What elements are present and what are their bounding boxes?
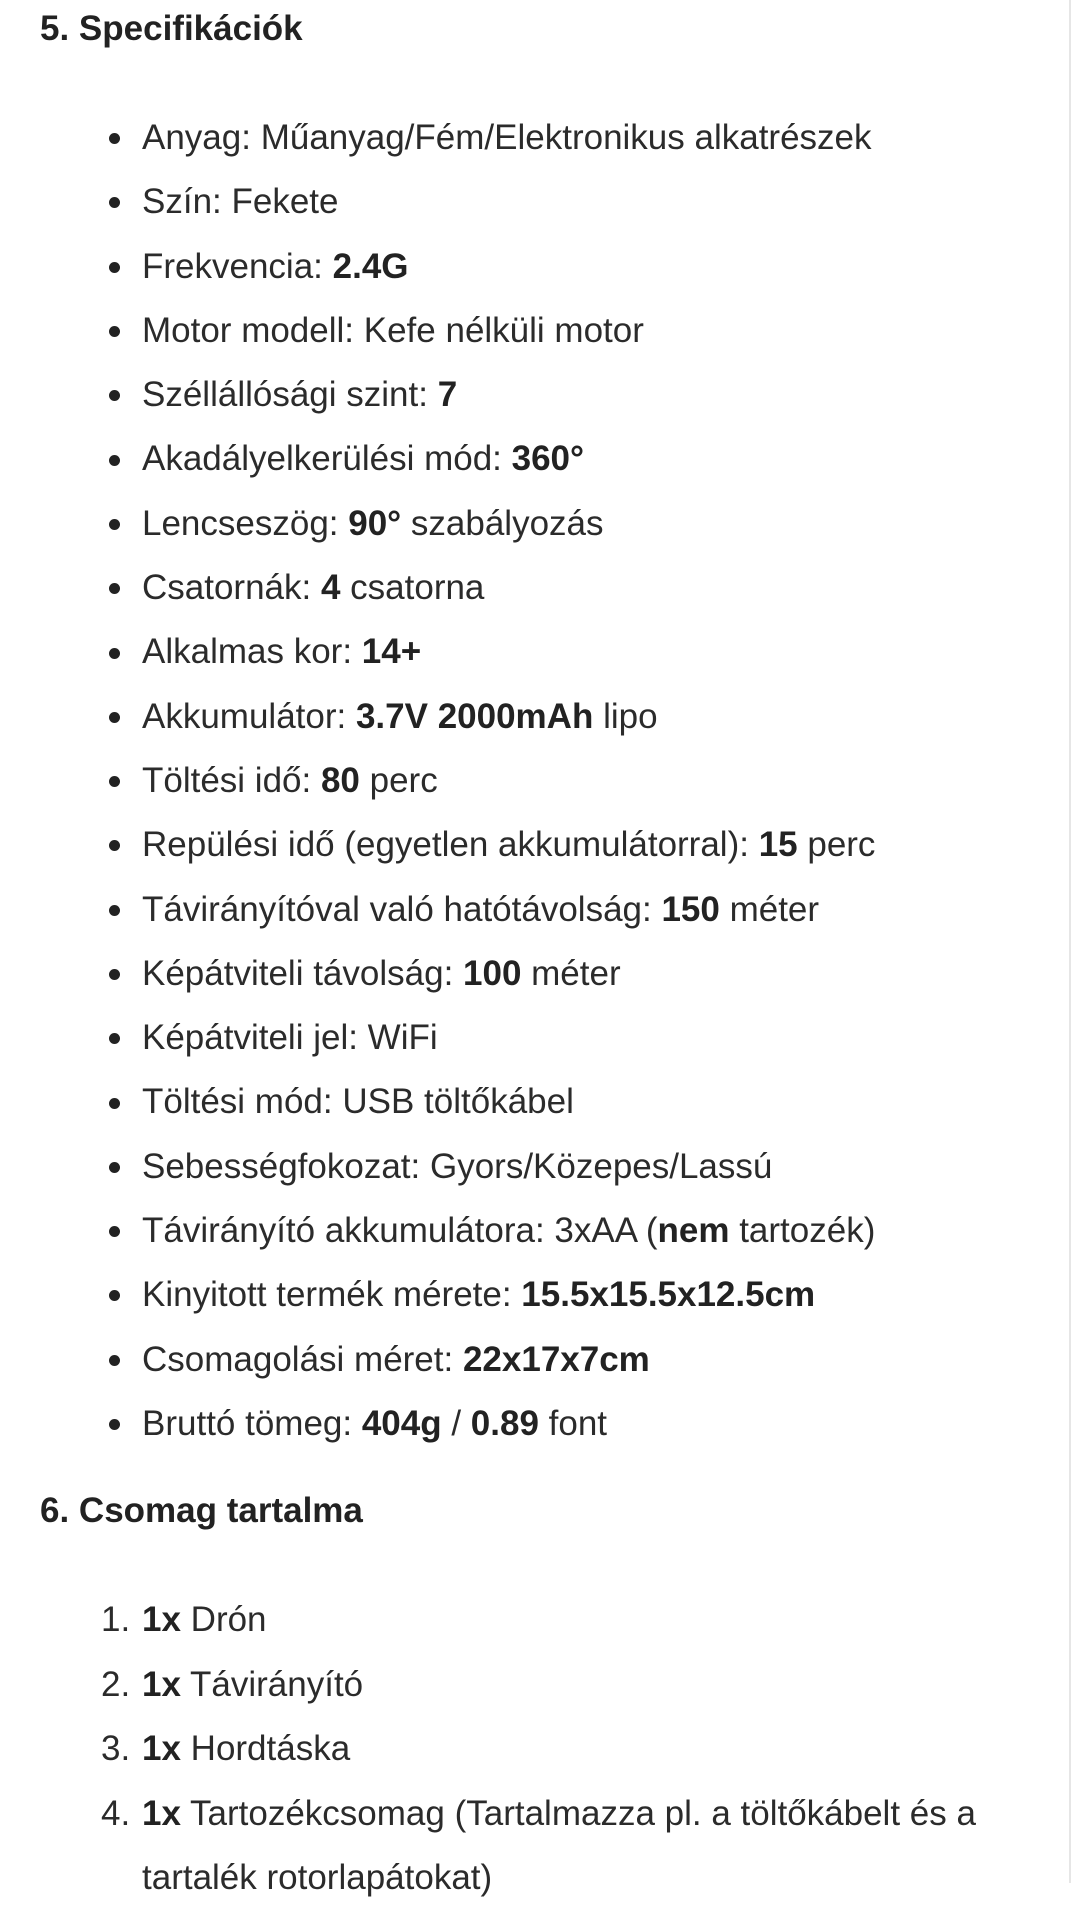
package-item (0, 1782, 1042, 1911)
spec-label: Bruttó tömeg: (142, 1403, 362, 1443)
package-contents-heading: 6. Csomag tartalma (40, 1491, 363, 1530)
spec-value: 4 (320, 568, 341, 608)
spec-value: 15 (758, 825, 798, 865)
spec-label: Kinyitott termék mérete: (142, 1275, 522, 1315)
specifications-heading: 5. Specifikációk (40, 9, 303, 48)
spec-item (0, 1199, 1060, 1263)
spec-label: Távirányító akkumulátora: 3xAA ( (142, 1211, 658, 1251)
spec-label: Képátviteli távolság: (142, 953, 464, 993)
spec-label: Motor modell: (142, 310, 364, 350)
spec-label: Lencseszög: (142, 503, 349, 543)
spec-value-plain: Fekete (231, 182, 339, 222)
spec-value-plain: / (441, 1403, 471, 1443)
spec-value: 3.7V 2000mAh (355, 696, 594, 736)
spec-item (0, 1392, 1060, 1456)
spec-label: Akkumulátor: (142, 696, 356, 736)
bullet-icon (109, 1162, 120, 1173)
spec-label: Távirányítóval való hatótávolság: (142, 889, 662, 929)
spec-suffix: méter (521, 953, 621, 993)
spec-item (0, 749, 1060, 813)
bullet-icon (109, 1419, 120, 1430)
bullet-icon (109, 840, 120, 851)
bullet-icon (109, 133, 120, 144)
bullet-icon (109, 1098, 120, 1109)
spec-item (0, 1006, 1060, 1070)
spec-value: 7 (437, 375, 458, 415)
spec-item (0, 363, 1060, 427)
spec-value: 90° (348, 503, 402, 543)
spec-item (0, 170, 1060, 234)
item-quantity: 1x (142, 1664, 181, 1704)
bullet-icon (109, 326, 120, 337)
spec-item (0, 556, 1060, 620)
spec-label: Csomagolási méret: (142, 1339, 463, 1379)
spec-suffix: perc (797, 825, 876, 865)
spec-value-plain: Gyors/Közepes/Lassú (429, 1146, 773, 1186)
spec-suffix: perc (359, 760, 438, 800)
bullet-icon (109, 197, 120, 208)
spec-item (0, 1070, 1060, 1134)
item-number: 4. (101, 1793, 131, 1833)
spec-label: Sebességfokozat: (142, 1146, 430, 1186)
spec-label: Akadályelkerülési mód: (142, 439, 512, 479)
item-quantity: 1x (142, 1793, 181, 1833)
page-edge-divider (1069, 0, 1071, 1883)
spec-label: Csatornák: (142, 568, 321, 608)
spec-label: Repülési idő (egyetlen akkumulátorral): (142, 825, 759, 865)
bullet-icon (109, 455, 120, 466)
spec-value: 22x17x7cm (462, 1339, 650, 1379)
spec-item (0, 813, 1060, 877)
item-number: 3. (101, 1729, 131, 1768)
bullet-icon (109, 712, 120, 723)
spec-value: nem (657, 1211, 730, 1251)
bullet-icon (109, 905, 120, 916)
spec-suffix: lipo (593, 696, 658, 736)
spec-value-secondary: 0.89 (470, 1403, 539, 1443)
spec-item (0, 492, 1060, 556)
spec-suffix: méter (719, 889, 820, 929)
spec-label: Töltési mód: (142, 1082, 343, 1122)
spec-value: 360° (511, 439, 585, 479)
item-quantity: 1x (142, 1600, 181, 1639)
spec-label: Frekvencia: (142, 246, 333, 286)
item-number: 2. (101, 1664, 131, 1704)
spec-label: Szín: (142, 182, 232, 222)
spec-value-plain: USB töltőkábel (342, 1082, 574, 1122)
bullet-icon (109, 1355, 120, 1366)
package-item (0, 1588, 1060, 1653)
bullet-icon (109, 1033, 120, 1044)
spec-item (0, 235, 1060, 299)
bullet-icon (109, 1290, 120, 1301)
spec-label: Képátviteli jel: (142, 1018, 368, 1058)
bullet-icon (109, 648, 120, 659)
spec-value: 14+ (361, 632, 422, 672)
spec-label: Széllállósági szint: (142, 375, 438, 415)
item-description: Tartozékcsomag (Tartalmazza pl. a töltőkábelt és a tartalék rotorlapátokat) (142, 1793, 976, 1897)
specifications-section (0, 8, 1060, 1456)
spec-label: Töltési idő: (142, 760, 321, 800)
spec-value: 404g (361, 1403, 442, 1443)
spec-item (0, 1328, 1060, 1392)
package-contents-section (0, 1490, 1060, 1911)
spec-value: 2.4G (332, 246, 409, 286)
spec-item (0, 942, 1060, 1006)
spec-value: 100 (463, 953, 522, 993)
spec-value-plain: Műanyag/Fém/Elektronikus alkatrészek (260, 118, 872, 157)
spec-item (0, 685, 1060, 749)
spec-label: Alkalmas kor: (142, 632, 362, 672)
spec-suffix: tartozék) (729, 1211, 876, 1251)
spec-value: 150 (661, 889, 720, 929)
item-description: Távirányító (180, 1664, 364, 1704)
spec-label: Anyag: (142, 118, 261, 157)
bullet-icon (109, 1226, 120, 1237)
package-item (0, 1653, 1060, 1718)
item-number: 1. (101, 1600, 131, 1639)
spec-item (0, 1263, 1060, 1327)
item-quantity: 1x (142, 1729, 181, 1768)
bullet-icon (109, 776, 120, 787)
spec-value-plain: WiFi (367, 1018, 438, 1058)
spec-item (0, 878, 1060, 942)
spec-item (0, 427, 1060, 491)
spec-suffix: font (538, 1403, 608, 1443)
spec-item (0, 106, 1060, 170)
spec-value-plain: Kefe nélküli motor (363, 310, 644, 350)
specifications-list (0, 106, 1060, 1456)
package-contents-list (0, 1588, 1060, 1911)
spec-value: 15.5x15.5x12.5cm (521, 1275, 816, 1315)
spec-item (0, 620, 1060, 684)
bullet-icon (109, 262, 120, 273)
spec-suffix: csatorna (340, 568, 485, 608)
spec-item (0, 1135, 1060, 1199)
bullet-icon (109, 519, 120, 530)
package-item (0, 1717, 1060, 1782)
spec-suffix: szabályozás (401, 503, 604, 543)
bullet-icon (109, 390, 120, 401)
spec-value: 80 (320, 760, 360, 800)
item-description: Hordtáska (180, 1729, 351, 1768)
spec-item (0, 299, 1060, 363)
bullet-icon (109, 583, 120, 594)
bullet-icon (109, 969, 120, 980)
item-description: Drón (180, 1600, 267, 1639)
